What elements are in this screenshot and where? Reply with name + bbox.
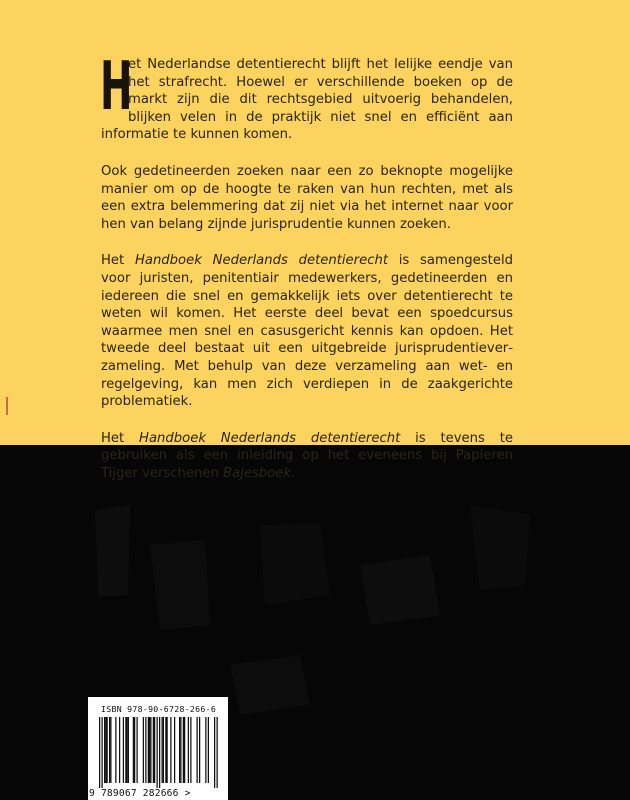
barcode-bar <box>183 717 184 783</box>
barcode-bar <box>179 717 180 783</box>
barcode-bar <box>148 717 149 783</box>
barcode-bar <box>159 717 160 788</box>
barcode-bar <box>143 717 144 783</box>
barcode-bar <box>104 717 105 783</box>
barcode-bar <box>163 717 164 783</box>
barcode-bar <box>197 717 198 783</box>
barcode-bar <box>217 717 218 788</box>
barcode-bar <box>115 717 116 783</box>
barcode-bar <box>214 717 215 788</box>
barcode-bar <box>127 717 128 783</box>
barcode-bar <box>205 717 206 783</box>
barcode-bar <box>150 717 151 783</box>
barcode-bar <box>153 717 154 783</box>
paragraph-4-text-c: . <box>291 465 296 481</box>
barcode-bar <box>190 717 191 783</box>
barcode-bar <box>180 717 181 783</box>
bajesboek-title-italic: Bajesboek <box>223 465 291 481</box>
paragraph-3-text-b: is samengesteld voor juristen, penitentiair medewerkers, gedetineerden en iedereen die snel en gemakkelijk iets over detentierecht te weten wil komen. Het eerste deel bevat een spoedcursus waarmee men snel en casusgericht kennis kan opdoen. Het tweede deel bestaat uit een uitgebreide jurisprudentieverzameling. Met behulp van deze verzameling aan wet- en regelgeving, kan men zich verdiepen in de zaakgerichte problematiek. <box>101 253 513 410</box>
barcode-digits: 9 789067 282666 > <box>89 788 191 799</box>
barcode-bar <box>110 717 111 783</box>
barcode-bar <box>134 717 135 783</box>
back-cover-text <box>100 47 513 501</box>
barcode-bar <box>137 717 138 783</box>
paragraph-3-text-a: Het <box>101 253 135 269</box>
barcode-bar <box>107 717 108 783</box>
barcode-bar <box>128 717 129 783</box>
paragraph-2 <box>101 163 513 233</box>
barcode-bar <box>125 717 126 783</box>
paragraph-4 <box>101 430 513 483</box>
barcode-bar <box>105 717 106 783</box>
barcode-bar <box>184 717 185 783</box>
barcode-bar <box>123 717 124 783</box>
barcode-bar <box>109 717 110 783</box>
book-title-italic: Handboek Nederlands detentierecht <box>139 430 401 446</box>
barcode-bar <box>188 717 189 783</box>
paragraph-4-text-a: Het <box>101 430 140 446</box>
dropcap-letter: H <box>100 47 133 125</box>
barcode-bar <box>165 717 166 783</box>
edge-mark <box>6 397 8 415</box>
barcode-bar <box>133 717 134 783</box>
barcode-bar <box>99 717 100 788</box>
paragraph-3 <box>101 252 513 410</box>
barcode-box <box>88 697 228 800</box>
barcode-icon <box>88 697 228 800</box>
barcode-bar <box>119 717 120 783</box>
barcode-bar <box>167 717 168 783</box>
paragraph-4-text-b: is tevens te gebruiken als een inleiding op het eveneens bij Papieren Tijger verschenen <box>101 430 513 481</box>
barcode-bar <box>145 717 146 783</box>
barcode-bar <box>170 717 171 783</box>
paragraph-1 <box>100 47 513 144</box>
barcode-bar <box>162 717 163 783</box>
paragraph-2-text: Ook gedetineerden zoeken naar een zo beknopte mogelijke manier om op de hoogte te raken van hun rechten, met als een extra belemmering dat zij niet via het internet naar voor hen van belang zijnde jurisprudentie kunnen zoeken. <box>101 163 513 232</box>
barcode-bar <box>102 717 103 788</box>
paragraph-1-text: et Nederlandse detentierecht blijft het lelijke eendje van het strafrecht. Hoewel er verschillende boeken op de markt zijn die dit rechtsgebied uitvoerig behandelen, blijken velen in de praktijk niet snel en efficiënt aan informatie te kunnen komen. <box>101 57 513 143</box>
book-title-italic: Handboek Nederlands detentierecht <box>134 253 388 269</box>
isbn-label: ISBN 978-90-6728-266-6 <box>101 704 217 714</box>
barcode-bar <box>149 717 150 783</box>
barcode-bar <box>154 717 155 783</box>
barcode-bar <box>208 717 209 783</box>
barcode-bar <box>199 717 200 783</box>
barcode-bar <box>157 717 158 788</box>
barcode-bar <box>174 717 175 783</box>
